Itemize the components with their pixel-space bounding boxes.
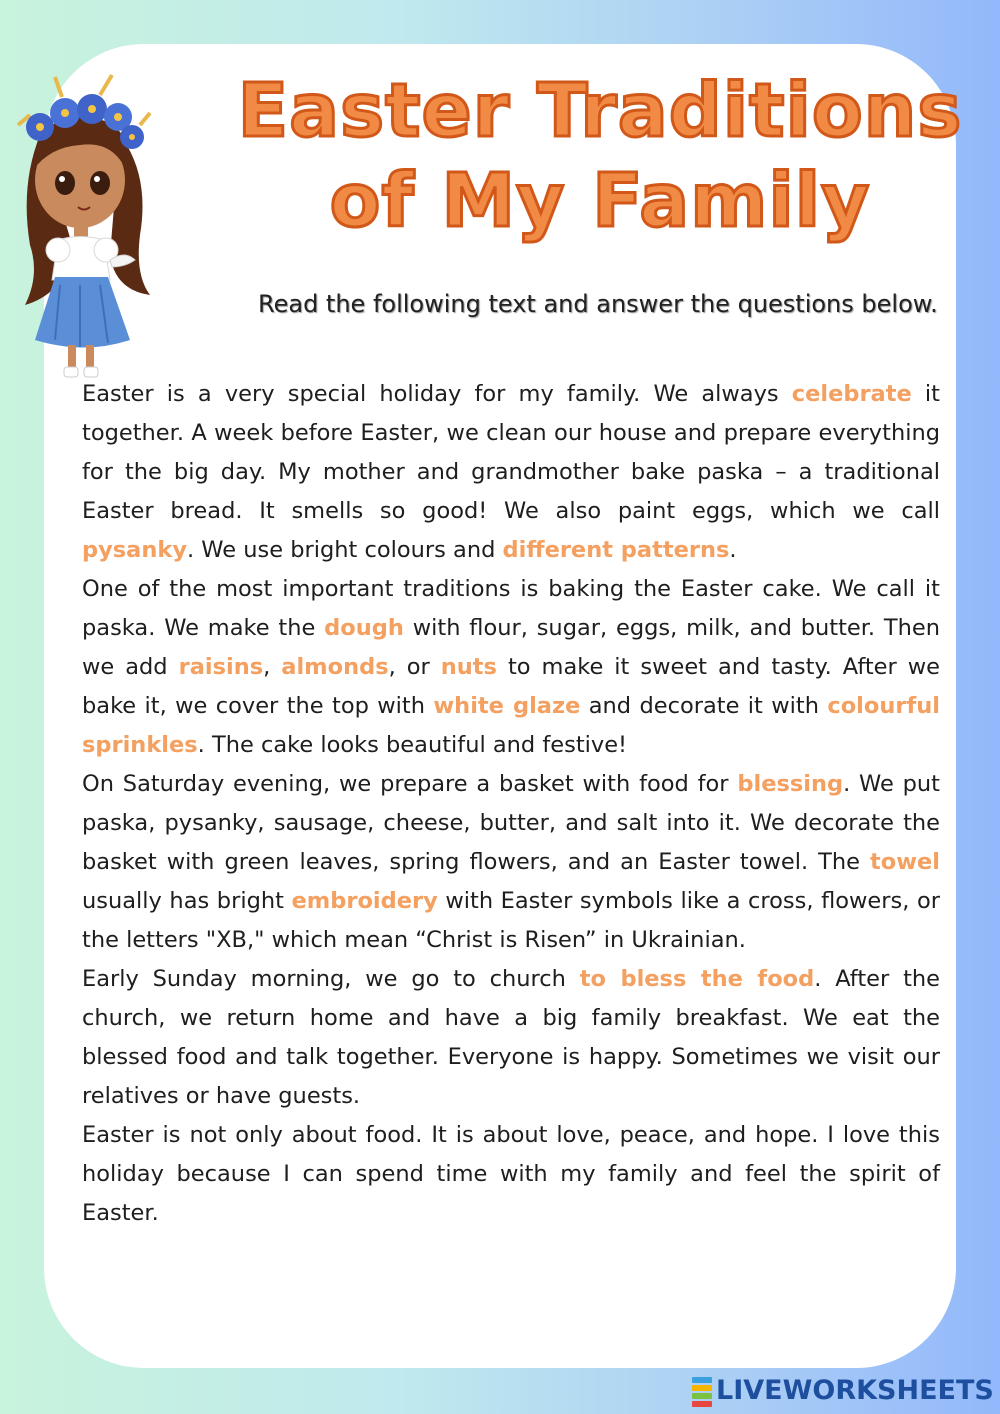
paragraph — [82, 570, 940, 765]
highlighted-word: different patterns — [502, 537, 730, 563]
reading-text — [82, 375, 940, 1233]
highlighted-word: dough — [324, 615, 404, 641]
text-segment: . The cake looks beautiful and festive! — [197, 732, 628, 758]
highlighted-word: colourful sprinkles — [82, 693, 940, 758]
highlighted-word: blessing — [737, 771, 844, 797]
text-segment: usually has bright — [82, 888, 292, 914]
text-segment: . We use bright colours and — [187, 537, 503, 563]
text-segment: One of the most important traditions is baking the Easter cake. We call it paska. We make the — [82, 576, 940, 641]
highlighted-word: pysanky — [82, 537, 187, 563]
girl-illustration — [0, 55, 170, 380]
instruction-text: Read the following text and answer the questions below. — [258, 290, 938, 318]
text-segment: , or — [388, 654, 441, 680]
text-segment: Easter is a very special holiday for my family. We always — [82, 381, 792, 407]
logo-bar — [692, 1377, 712, 1383]
text-segment: . We put paska, pysanky, sausage, cheese, butter, and salt into it. We decorate the basket with green leaves, spring flowers, and an Easter towel. The — [82, 771, 940, 875]
paragraph — [82, 1116, 940, 1233]
text-segment: and decorate it with — [580, 693, 828, 719]
text-segment: . — [729, 537, 737, 563]
text-segment: it together. A week before Easter, we clean our house and prepare everything for the big day. My mother and grandmother bake paska – a traditional Easter bread. It smells so good! We also paint eggs, which we call — [82, 381, 940, 524]
text-segment: Easter is not only about food. It is about love, peace, and hope. I love this holiday because I can spend time with my family and feel the spirit of Easter. — [82, 1122, 940, 1226]
highlighted-word: to bless the food — [579, 966, 815, 992]
paragraph — [82, 375, 940, 570]
liveworksheets-icon — [692, 1377, 712, 1403]
highlighted-word: towel — [870, 849, 940, 875]
text-segment: , — [263, 654, 282, 680]
paragraph — [82, 765, 940, 960]
brand-name: LIVEWORKSHEETS — [716, 1374, 994, 1406]
text-segment: Early Sunday morning, we go to church — [82, 966, 580, 992]
logo-bar — [692, 1385, 712, 1391]
highlighted-word: embroidery — [291, 888, 438, 914]
highlighted-word: white glaze — [433, 693, 581, 719]
left-eye — [55, 171, 75, 195]
page-title — [230, 66, 970, 246]
highlighted-word: nuts — [440, 654, 497, 680]
text-segment: with flour, sugar, eggs, milk, and butter. Then we add — [82, 615, 941, 680]
text-segment: with Easter symbols like a cross, flowers, or the letters "XB," which mean “Christ is Risen” in Ukrainian. — [82, 888, 941, 953]
logo-bar — [692, 1401, 712, 1407]
text-segment: On Saturday evening, we prepare a basket with food for — [82, 771, 738, 797]
liveworksheets-logo[interactable] — [692, 1374, 994, 1406]
text-segment: to make it sweet and tasty. After we bake it, we cover the top with — [82, 654, 940, 719]
text-segment: . After the church, we return home and have a big family breakfast. We eat the blessed food and talk together. Everyone is happy. Sometimes we visit our relatives or have guests. — [82, 966, 940, 1109]
paragraph — [82, 960, 940, 1116]
highlighted-word: almonds — [281, 654, 389, 680]
highlighted-word: celebrate — [791, 381, 912, 407]
title-line-1: Easter Traditions — [237, 68, 963, 154]
highlighted-word: raisins — [178, 654, 264, 680]
logo-bar — [692, 1393, 712, 1399]
title-line-2: of My Family — [329, 158, 871, 244]
right-eye — [90, 171, 110, 195]
